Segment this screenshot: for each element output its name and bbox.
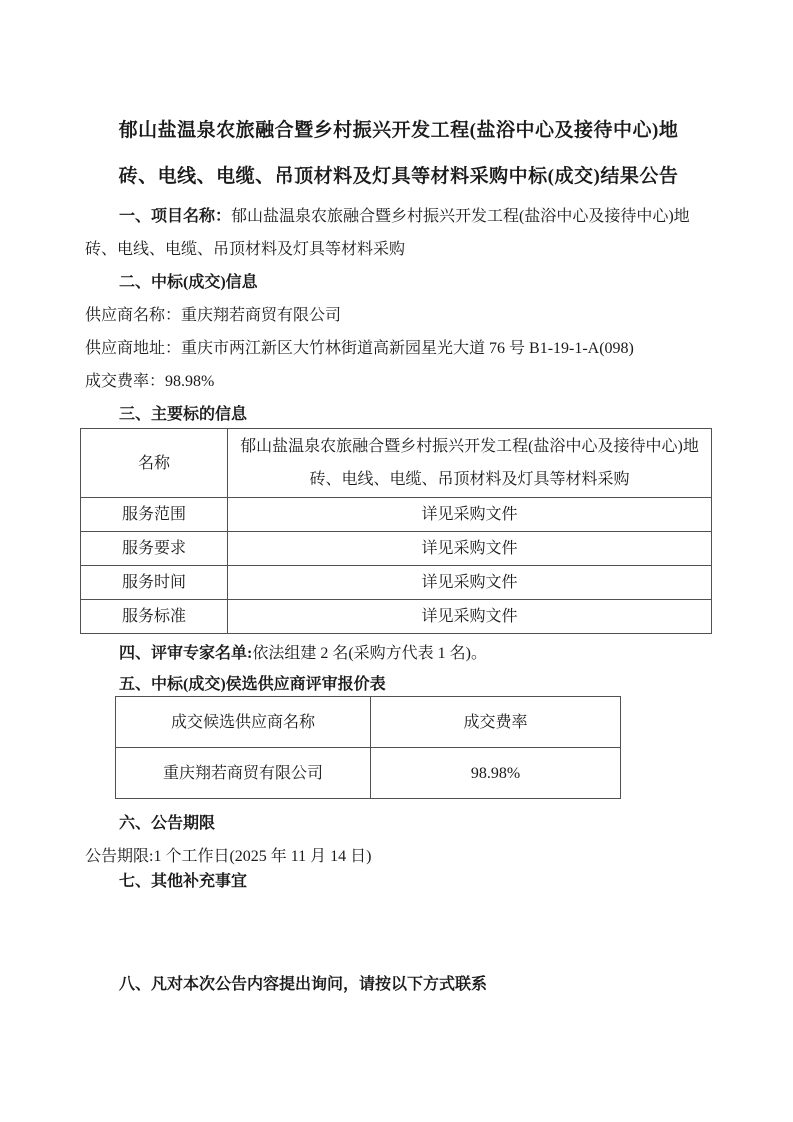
- table1-cell-requirement-label: 服务要求: [81, 532, 228, 566]
- section-5-heading: 五、中标(成交)侯选供应商评审报价表: [119, 676, 386, 693]
- table2-cell-supplier-name: 重庆翔若商贸有限公司: [116, 748, 371, 799]
- section-1-content: 郁山盐温泉农旅融合暨乡村振兴开发工程(盐浴中心及接待中心)地砖、电线、电缆、吊顶材料及灯具等材料采购: [85, 208, 690, 258]
- table1-cell-requirement-value: 详见采购文件: [228, 532, 712, 566]
- table2-header-deal-rate: 成交费率: [371, 697, 621, 748]
- section-1-label: 一、项目名称：: [119, 208, 232, 225]
- deal-rate-value: 98.98%: [165, 373, 215, 390]
- table-row-name: [81, 429, 712, 498]
- candidate-supplier-quote-table: [115, 696, 621, 799]
- table1-cell-name-label: 名称: [81, 429, 228, 498]
- table1-cell-scope-label: 服务范围: [81, 498, 228, 532]
- table2-header-supplier-name: 成交候选供应商名称: [116, 697, 371, 748]
- table-row-service-requirement: [81, 532, 712, 566]
- section-4-experts: [85, 638, 712, 669]
- table2-cell-deal-rate: 98.98%: [371, 748, 621, 799]
- supplier-address-line: [85, 332, 712, 365]
- supplier-name-line: [85, 299, 712, 332]
- supplier-name-label: 供应商名称：: [85, 307, 182, 324]
- section-4-content: 依法组建 2 名(采购方代表 1 名)。: [252, 645, 488, 662]
- table1-cell-time-label: 服务时间: [81, 566, 228, 600]
- section-6-heading: 六、公告期限: [119, 815, 216, 832]
- table1-cell-standard-value: 详见采购文件: [228, 600, 712, 634]
- table-row-service-time: [81, 566, 712, 600]
- document-title: [85, 108, 712, 200]
- supplier-address-value: 重庆市两江新区大竹林街道高新园星光大道 76 号 B1-19-1-A(098): [181, 340, 634, 357]
- supplier-address-label: 供应商地址：: [85, 340, 182, 357]
- table-row-service-scope: [81, 498, 712, 532]
- table-row-service-standard: [81, 600, 712, 634]
- section-3-heading: 三、主要标的信息: [119, 406, 248, 423]
- section-7-heading: 七、其他补充事宜: [119, 873, 248, 890]
- document-title-line-2: 砖、电线、电缆、吊顶材料及灯具等材料采购中标(成交)结果公告: [118, 166, 679, 187]
- deal-rate-label: 成交费率：: [85, 373, 166, 390]
- table1-cell-name-value: 郁山盐温泉农旅融合暨乡村振兴开发工程(盐浴中心及接待中心)地砖、电线、电缆、吊顶材料及灯具等材料采购: [228, 429, 712, 498]
- table2-header-row: [116, 697, 621, 748]
- section-2-heading: 二、中标(成交)信息: [119, 274, 258, 291]
- table1-cell-time-value: 详见采购文件: [228, 566, 712, 600]
- table1-cell-standard-label: 服务标准: [81, 600, 228, 634]
- document-title-line-1: 郁山盐温泉农旅融合暨乡村振兴开发工程(盐浴中心及接待中心)地: [118, 120, 679, 141]
- supplier-name-value: 重庆翔若商贸有限公司: [181, 307, 342, 324]
- main-subject-info-table: [80, 428, 712, 634]
- section-8-heading: 八、凡对本次公告内容提出询问，请按以下方式联系: [119, 976, 488, 993]
- section-1-project-name: [85, 200, 712, 266]
- deal-rate-line: [85, 365, 712, 398]
- announcement-period-line: 公告期限:1 个工作日(2025 年 11 月 14 日): [85, 848, 372, 865]
- table1-cell-scope-value: 详见采购文件: [228, 498, 712, 532]
- section-4-label: 四、评审专家名单:: [119, 645, 253, 662]
- table2-data-row: [116, 748, 621, 799]
